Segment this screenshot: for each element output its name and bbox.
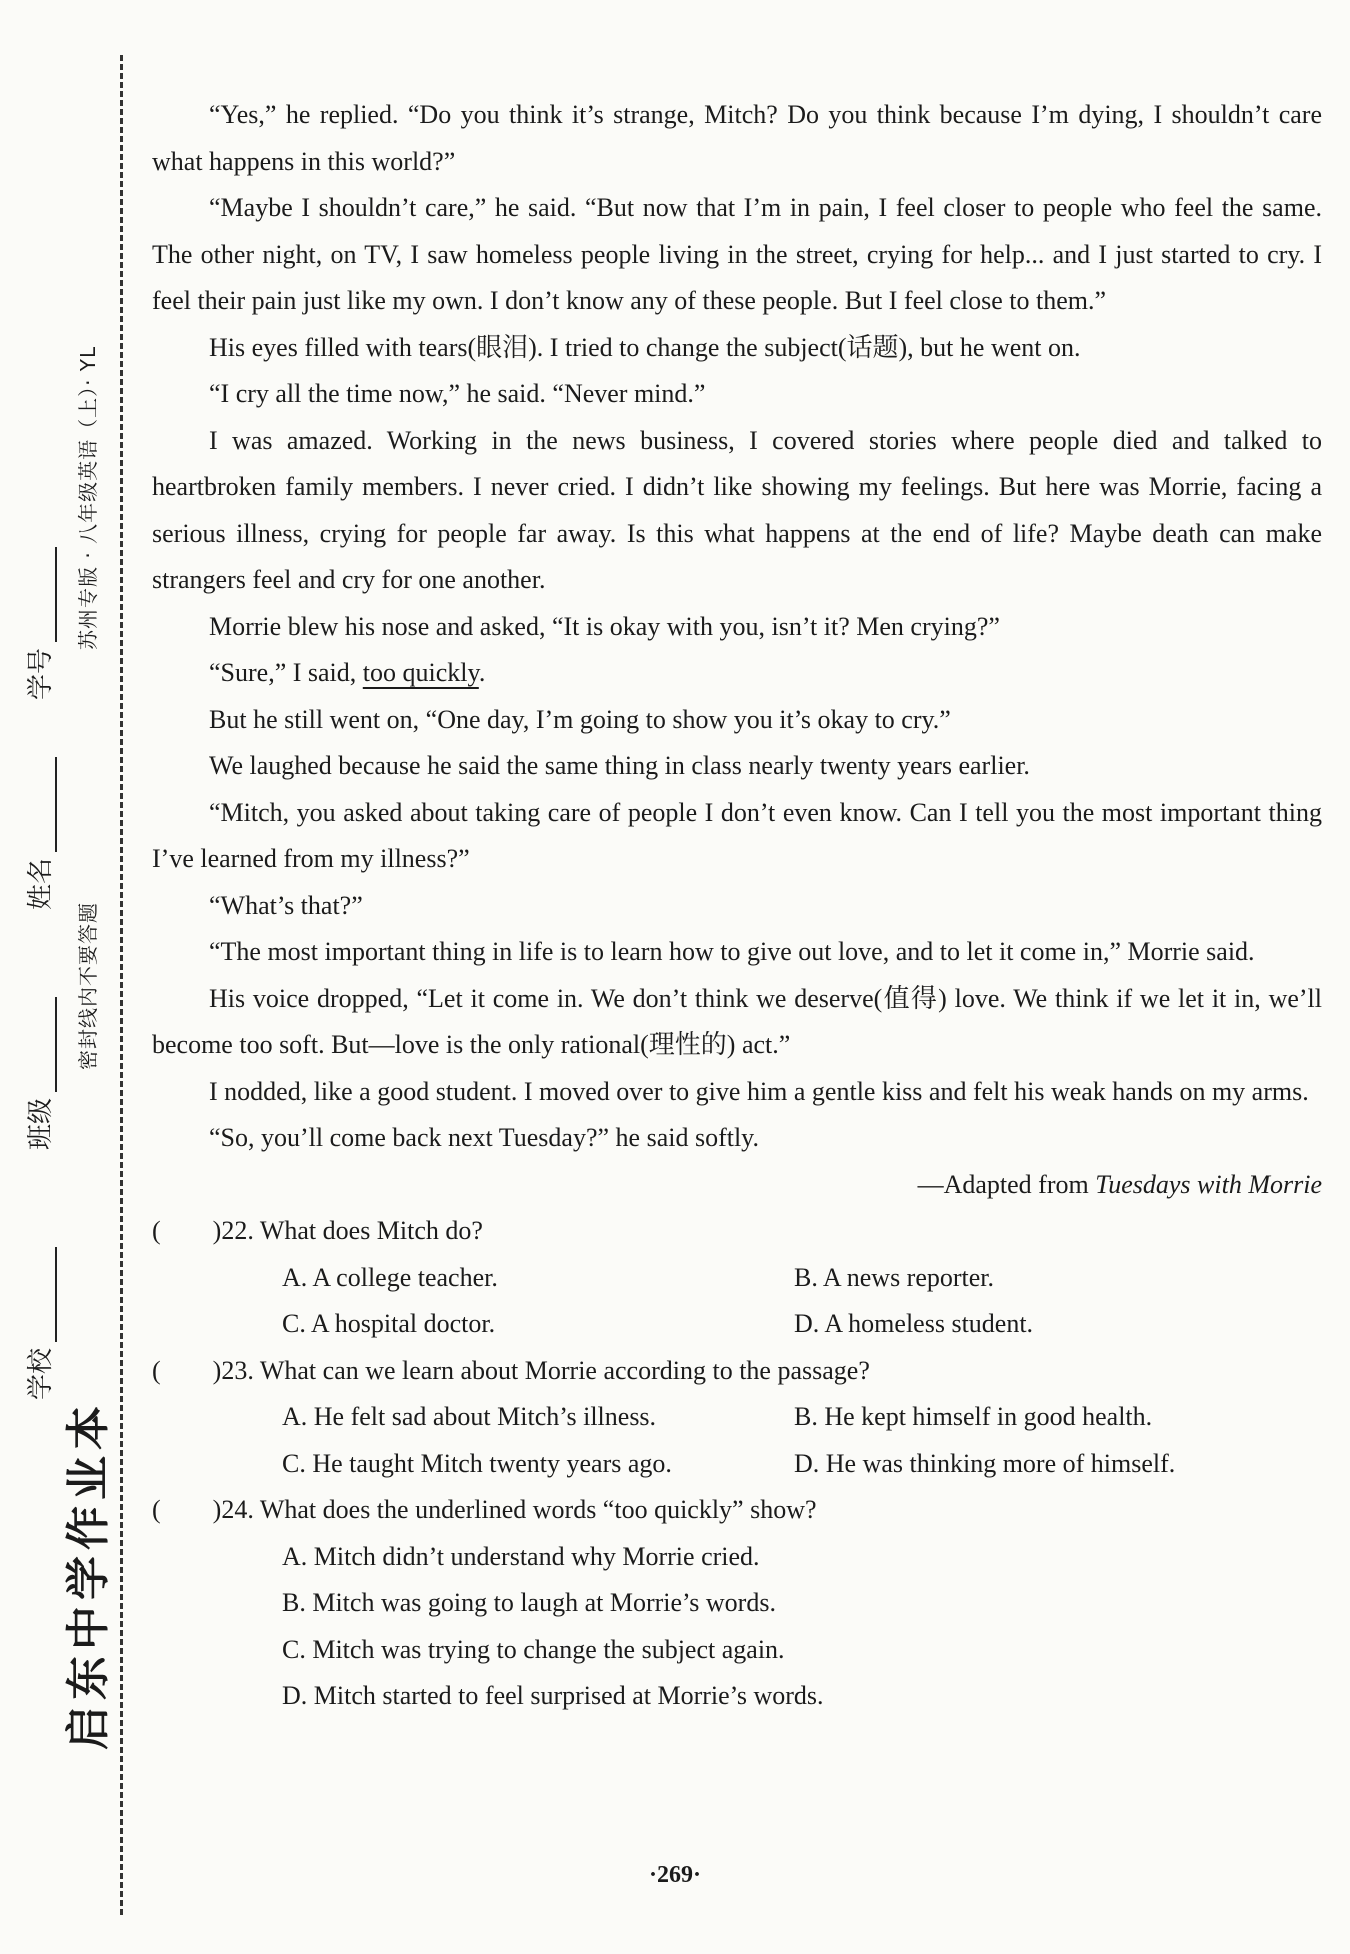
question-23: [152, 1348, 1322, 1488]
class-blank[interactable]: [33, 997, 57, 1092]
option-a[interactable]: A. Mitch didn’t understand why Morrie cried.: [282, 1541, 760, 1571]
question-stem: ( )23. What can we learn about Morrie according to the passage?: [152, 1355, 870, 1385]
option-c[interactable]: C. Mitch was trying to change the subject again.: [282, 1634, 785, 1664]
sealed-line-note: 密封线内不要答题: [76, 902, 100, 1070]
binding-margin: [0, 0, 130, 1954]
option-d[interactable]: D. A homeless student.: [794, 1309, 1034, 1338]
page-number: ·269·: [648, 1862, 701, 1888]
passage-body: [152, 92, 1322, 1720]
option-b[interactable]: B. He kept himself in good health.: [794, 1402, 1153, 1431]
option-c[interactable]: C. A hospital doctor.: [282, 1309, 496, 1338]
school-label: 学校: [26, 1347, 56, 1400]
edition-label: 苏州专版 · 八年级英语（上）· YL: [76, 345, 100, 650]
seal-dashed-line: [120, 55, 123, 1915]
question-stem: ( )24. What does the underlined words “too quickly” show?: [152, 1495, 817, 1524]
option-a[interactable]: A. A college teacher.: [282, 1262, 498, 1292]
name-label: 姓名: [26, 857, 56, 910]
school-field: [20, 1247, 57, 1400]
class-field: [20, 997, 57, 1150]
question-options: [152, 1534, 1322, 1720]
paragraph: We laughed because he said the same thing in class nearly twenty years earlier.: [209, 751, 1030, 780]
paragraph: His eyes filled with tears(眼泪). I tried to change the subject(话题), but he went on.: [209, 332, 1081, 362]
source-attribution: —Adapted from Tuesdays with Morrie: [917, 1169, 1322, 1199]
name-field: [20, 757, 57, 910]
question-stem: ( )22. What does Mitch do?: [152, 1216, 483, 1245]
paragraph: “Mitch, you asked about taking care of people I don’t even know. Can I tell you the most important thing I’ve learned from my illness?”: [152, 797, 1322, 873]
paragraph: I was amazed. Working in the news business, I covered stories where people died and talked to heartbroken family members. I never cried. I didn’t like showing my feelings. But here was Morrie, facing a serious illness, crying for people far away. Is this what happens at the end of life? Maybe death can make strangers feel and cry for one another.: [152, 425, 1322, 594]
option-a[interactable]: A. He felt sad about Mitch’s illness.: [282, 1402, 657, 1431]
paragraph: “Maybe I shouldn’t care,” he said. “But now that I’m in pain, I feel closer to people who feel the same. The other night, on TV, I saw homeless people living in the street, crying for help... and I just started to cry. I feel their pain just like my own. I don’t know any of these people. But I feel close to them.”: [152, 193, 1322, 315]
underlined-phrase: too quickly: [362, 658, 479, 687]
book-title: 启东中学作业本: [63, 1400, 114, 1750]
number-blank[interactable]: [33, 547, 57, 642]
paragraph: “The most important thing in life is to learn how to give out love, and to let it come in,” Morrie said.: [209, 937, 1255, 966]
number-label: 学号: [26, 647, 56, 700]
option-b[interactable]: B. A news reporter.: [794, 1262, 995, 1292]
number-field: [20, 547, 57, 700]
paragraph: But he still went on, “One day, I’m going to show you it’s okay to cry.”: [209, 704, 951, 734]
question-options: [152, 1394, 1322, 1487]
name-blank[interactable]: [33, 757, 57, 852]
option-d[interactable]: D. Mitch started to feel surprised at Morrie’s words.: [282, 1681, 824, 1710]
paragraph: His voice dropped, “Let it come in. We don’t think we deserve(值得) love. We think if we let it in, we’ll become too soft. But—love is the only rational(理性的) act.”: [152, 983, 1322, 1059]
paragraph: “What’s that?”: [209, 890, 363, 920]
class-label: 班级: [26, 1097, 56, 1150]
source-title: Tuesdays with Morrie: [1095, 1169, 1322, 1199]
question-22: [152, 1208, 1322, 1348]
school-blank[interactable]: [33, 1247, 57, 1342]
paragraph: “So, you’ll come back next Tuesday?” he said softly.: [209, 1123, 759, 1152]
paragraph: Morrie blew his nose and asked, “It is okay with you, isn’t it? Men crying?”: [209, 611, 1000, 641]
option-c[interactable]: C. He taught Mitch twenty years ago.: [282, 1448, 672, 1478]
paragraph: I nodded, like a good student. I moved over to give him a gentle kiss and felt his weak hands on my arms.: [209, 1076, 1309, 1106]
question-options: [152, 1255, 1322, 1348]
question-24: [152, 1487, 1322, 1720]
paragraph: “Yes,” he replied. “Do you think it’s strange, Mitch? Do you think because I’m dying, I shouldn’t care what happens in this world?”: [152, 100, 1322, 176]
paragraph: “I cry all the time now,” he said. “Never mind.”: [209, 379, 706, 408]
option-b[interactable]: B. Mitch was going to laugh at Morrie’s words.: [282, 1588, 776, 1617]
paragraph-underlined: “Sure,” I said, too quickly.: [209, 658, 486, 687]
option-d[interactable]: D. He was thinking more of himself.: [794, 1448, 1176, 1478]
